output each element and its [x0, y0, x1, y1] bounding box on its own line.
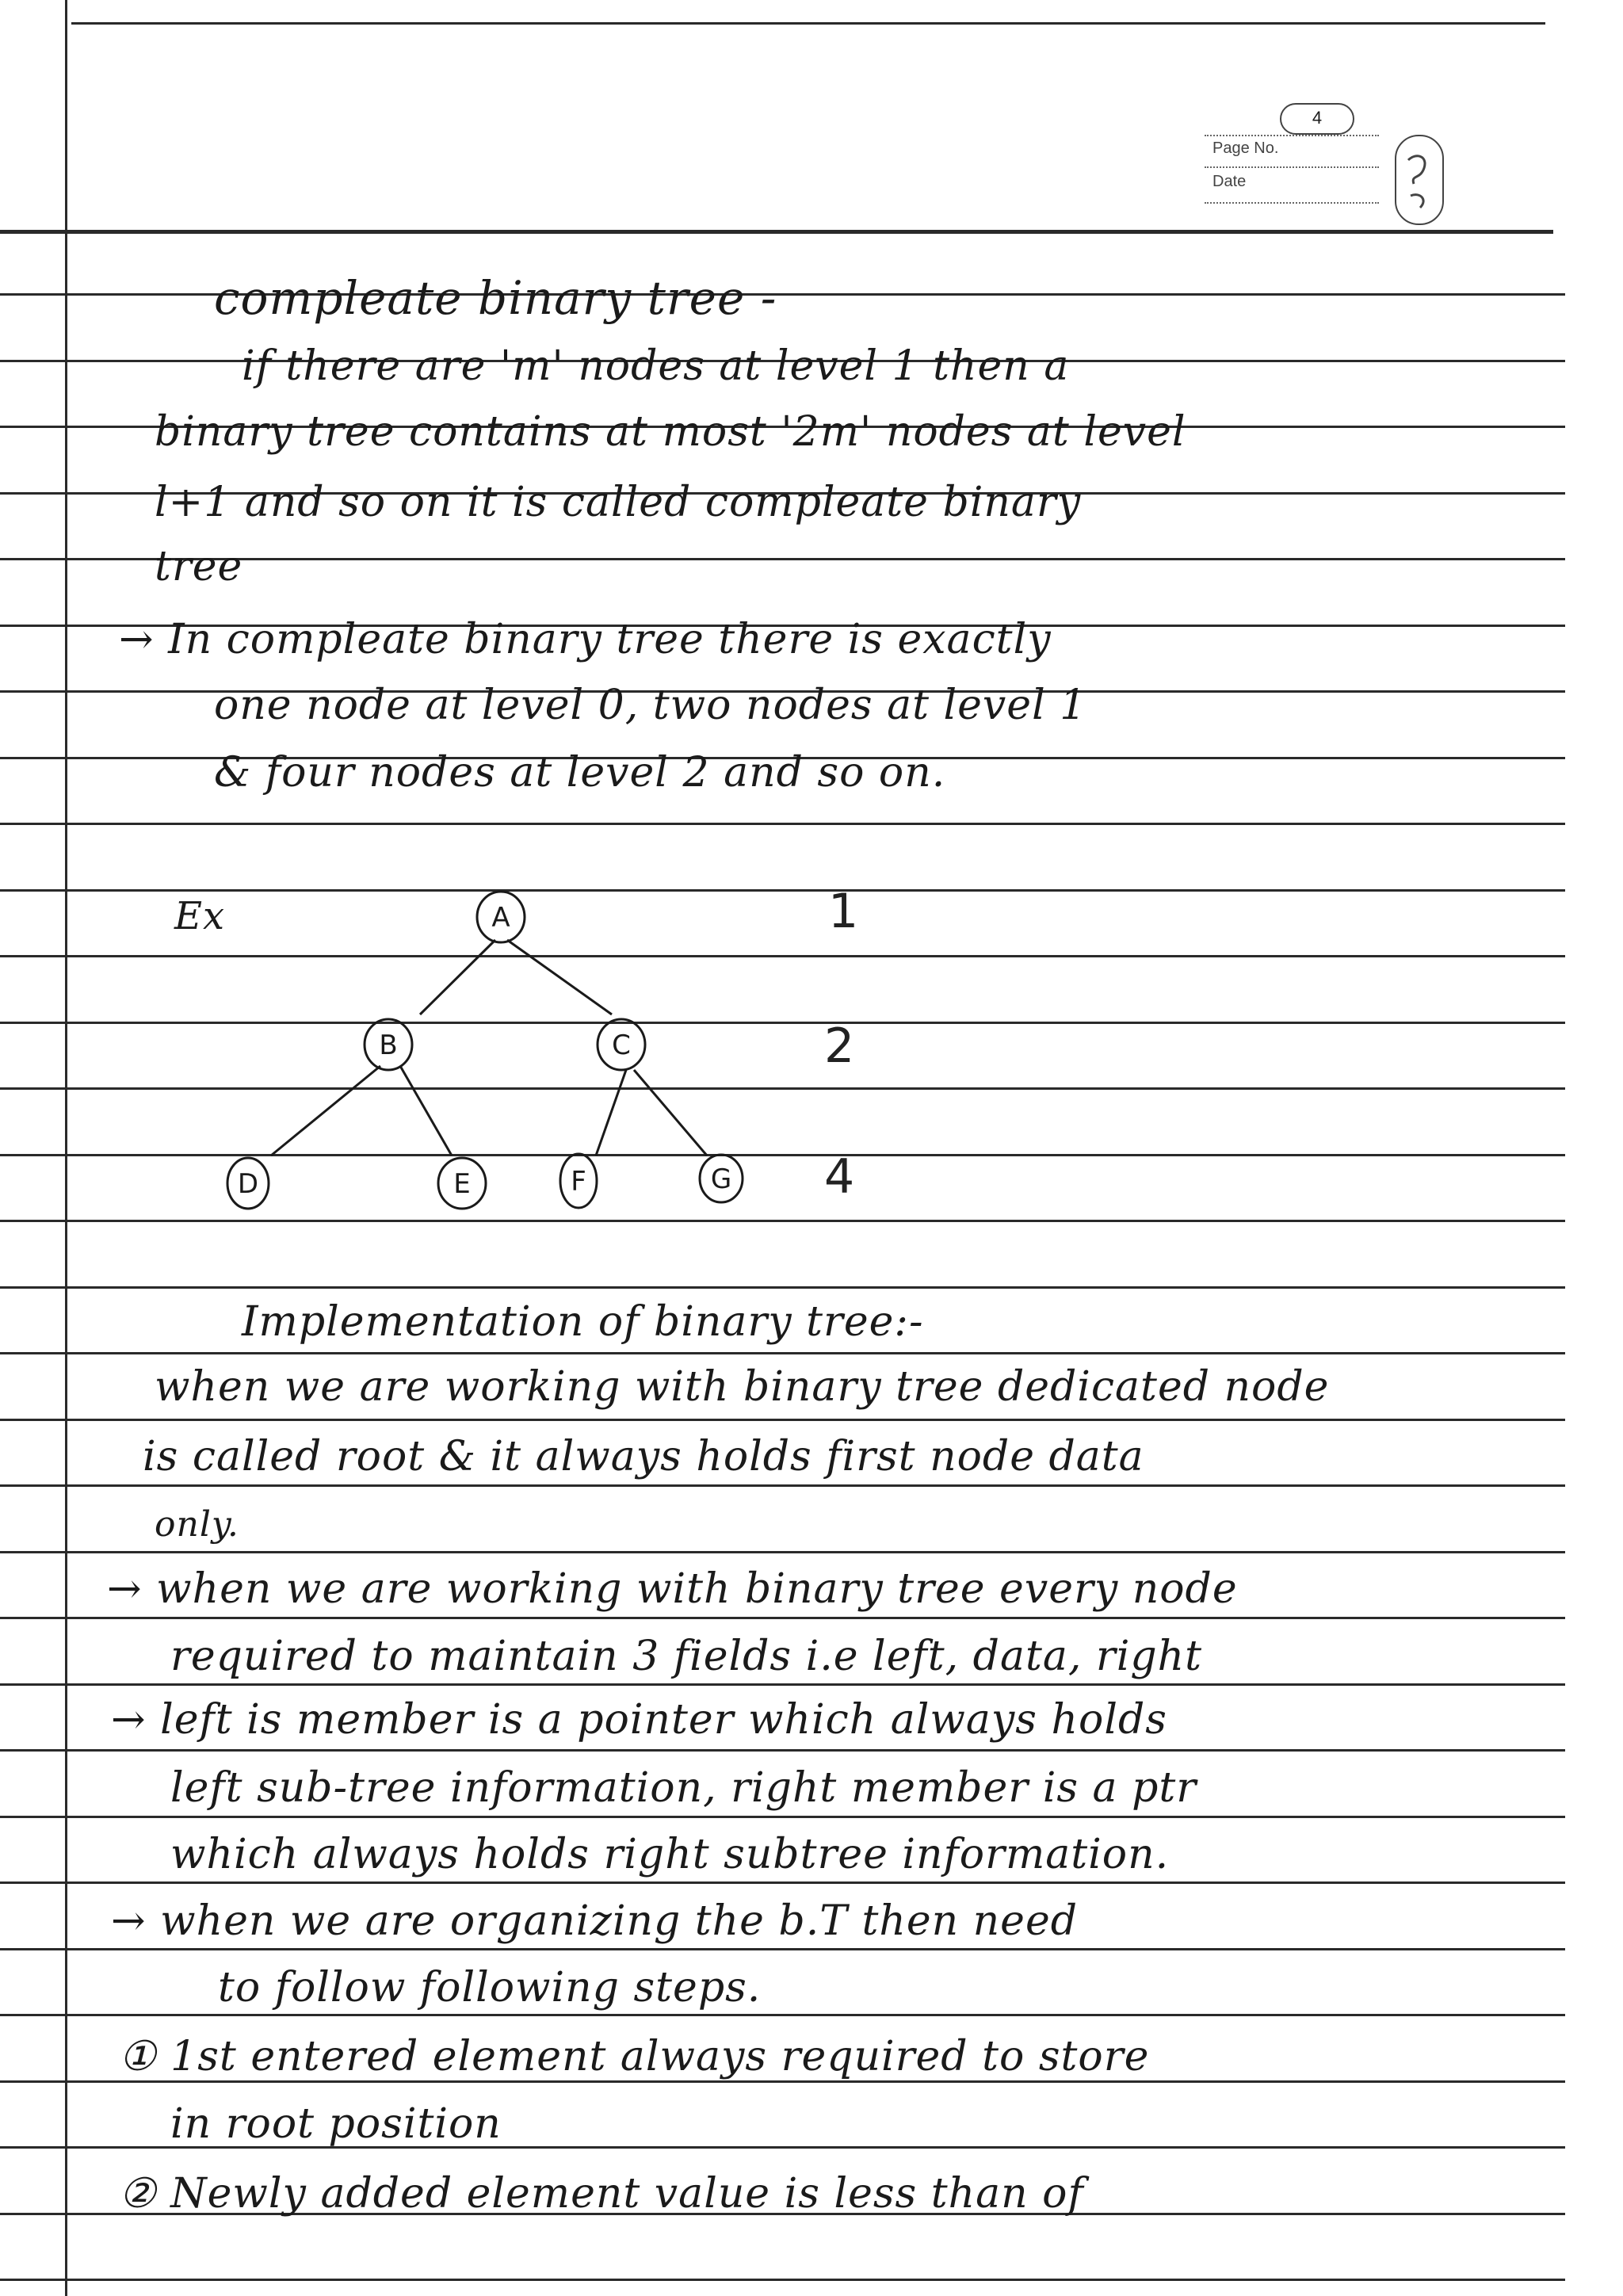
page-number: 4: [1312, 108, 1323, 128]
paragraph1-line: tree: [155, 543, 243, 590]
paragraph2-line: only.: [155, 1504, 239, 1545]
level-count: 2: [824, 1018, 855, 1074]
page-no-label: Page No.: [1212, 139, 1279, 157]
example-label: Ex: [174, 894, 226, 938]
edge-b-d: [271, 1066, 380, 1156]
tree-node-g-label: G: [710, 1163, 732, 1195]
tree-node-a-label: A: [491, 902, 510, 934]
bullets2-line: in root position: [170, 2100, 502, 2148]
bullets2-line: ① 1st entered element always required to store: [119, 2033, 1150, 2080]
tree-node-d-label: D: [237, 1168, 259, 1200]
tree-node-f-label: F: [571, 1166, 586, 1198]
bullets2-line: left sub-tree information, right member is a ptr: [170, 1764, 1197, 1812]
date-label: Date: [1212, 173, 1247, 190]
paragraph1-line: binary tree contains at most '2m' nodes at level: [155, 408, 1186, 456]
heading-complete-binary-tree: compleate binary tree -: [214, 271, 777, 325]
bullet1-line: & four nodes at level 2 and so on.: [214, 749, 946, 797]
level-count: 4: [824, 1149, 855, 1205]
edge-c-g: [634, 1070, 707, 1156]
edge-a-c: [507, 940, 612, 1014]
bullets2-line: which always holds right subtree information.: [170, 1831, 1170, 1878]
bullets2-line: → when we are working with binary tree every node: [107, 1565, 1238, 1613]
paragraph1-line: if there are 'm' nodes at level 1 then a: [242, 342, 1070, 390]
paragraph2-line: when we are working with binary tree dedicated node: [155, 1363, 1330, 1411]
tree-node-c-label: C: [612, 1030, 631, 1061]
paragraph2-line: is called root & it always holds first node data: [143, 1433, 1144, 1480]
bullets2-line: to follow following steps.: [218, 1964, 762, 2011]
bullet1-line: one node at level 0, two nodes at level 1: [214, 682, 1087, 729]
tree-node-e-label: E: [453, 1168, 471, 1200]
edge-b-e: [400, 1066, 452, 1156]
heading-implementation: Implementation of binary tree:-: [242, 1298, 924, 1346]
bullets2-line: required to maintain 3 fields i.e left, data, right: [170, 1633, 1203, 1680]
tree-node-b-label: B: [379, 1030, 398, 1061]
level-count: 1: [828, 884, 859, 939]
bullets2-line: → when we are organizing the b.T then need: [111, 1897, 1078, 1945]
paragraph1-line: l+1 and so on it is called compleate binary: [155, 479, 1082, 526]
edge-a-b: [420, 940, 495, 1014]
bullet1-line: → In compleate binary tree there is exactly: [119, 616, 1052, 663]
bullets2-line: → left is member is a pointer which always holds: [111, 1696, 1167, 1744]
bullets2-line: ② Newly added element value is less than of: [119, 2170, 1084, 2218]
edge-c-f: [596, 1070, 626, 1156]
